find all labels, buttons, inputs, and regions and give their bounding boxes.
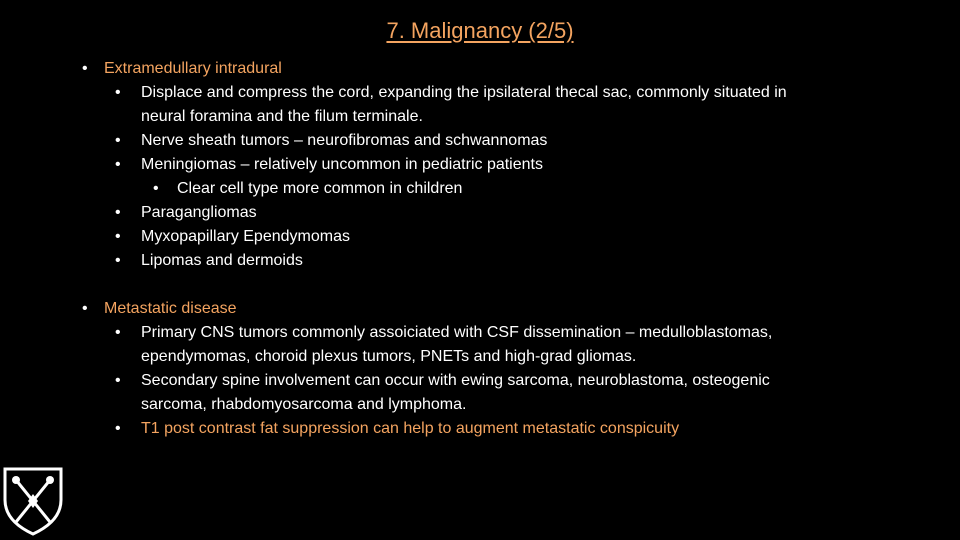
bullet-lipomas: • Lipomas and dermoids xyxy=(82,249,902,273)
bullet-displace: • Displace and compress the cord, expanding the ipsilateral thecal sac, commonly situated in xyxy=(82,81,902,105)
bullet-meningiomas: • Meningiomas – relatively uncommon in pediatric patients xyxy=(82,153,902,177)
shield-crest-icon xyxy=(2,466,64,536)
bullet-primary-cns: • Primary CNS tumors commonly assoiciated with CSF dissemination – medulloblastomas, xyxy=(82,321,902,345)
bullet-secondary-spine: • Secondary spine involvement can occur with ewing sarcoma, neuroblastoma, osteogenic xyxy=(82,369,902,393)
bullet-clear-cell: • Clear cell type more common in children xyxy=(82,177,902,201)
bullet-extramedullary: • Extramedullary intradural xyxy=(82,57,902,81)
bullet-displace-cont: neural foramina and the filum terminale. xyxy=(141,108,423,125)
bullet-myxopapillary: • Myxopapillary Ependymomas xyxy=(82,225,902,249)
bullet-t1-post-contrast: • T1 post contrast fat suppression can help to augment metastatic conspicuity xyxy=(82,417,902,441)
slide-content xyxy=(82,57,902,441)
bullet-secondary-spine-cont: sarcoma, rhabdomyosarcoma and lymphoma. xyxy=(141,396,467,413)
bullet-primary-cns-cont: ependymomas, choroid plexus tumors, PNETs and high-grad gliomas. xyxy=(141,348,637,365)
bullet-nerve-sheath: • Nerve sheath tumors – neurofibromas and schwannomas xyxy=(82,129,902,153)
spacer xyxy=(82,273,902,297)
bullet-metastatic: • Metastatic disease xyxy=(82,297,902,321)
bullet-paragangliomas: • Paragangliomas xyxy=(82,201,902,225)
slide-title: 7. Malignancy (2/5) xyxy=(386,18,574,43)
